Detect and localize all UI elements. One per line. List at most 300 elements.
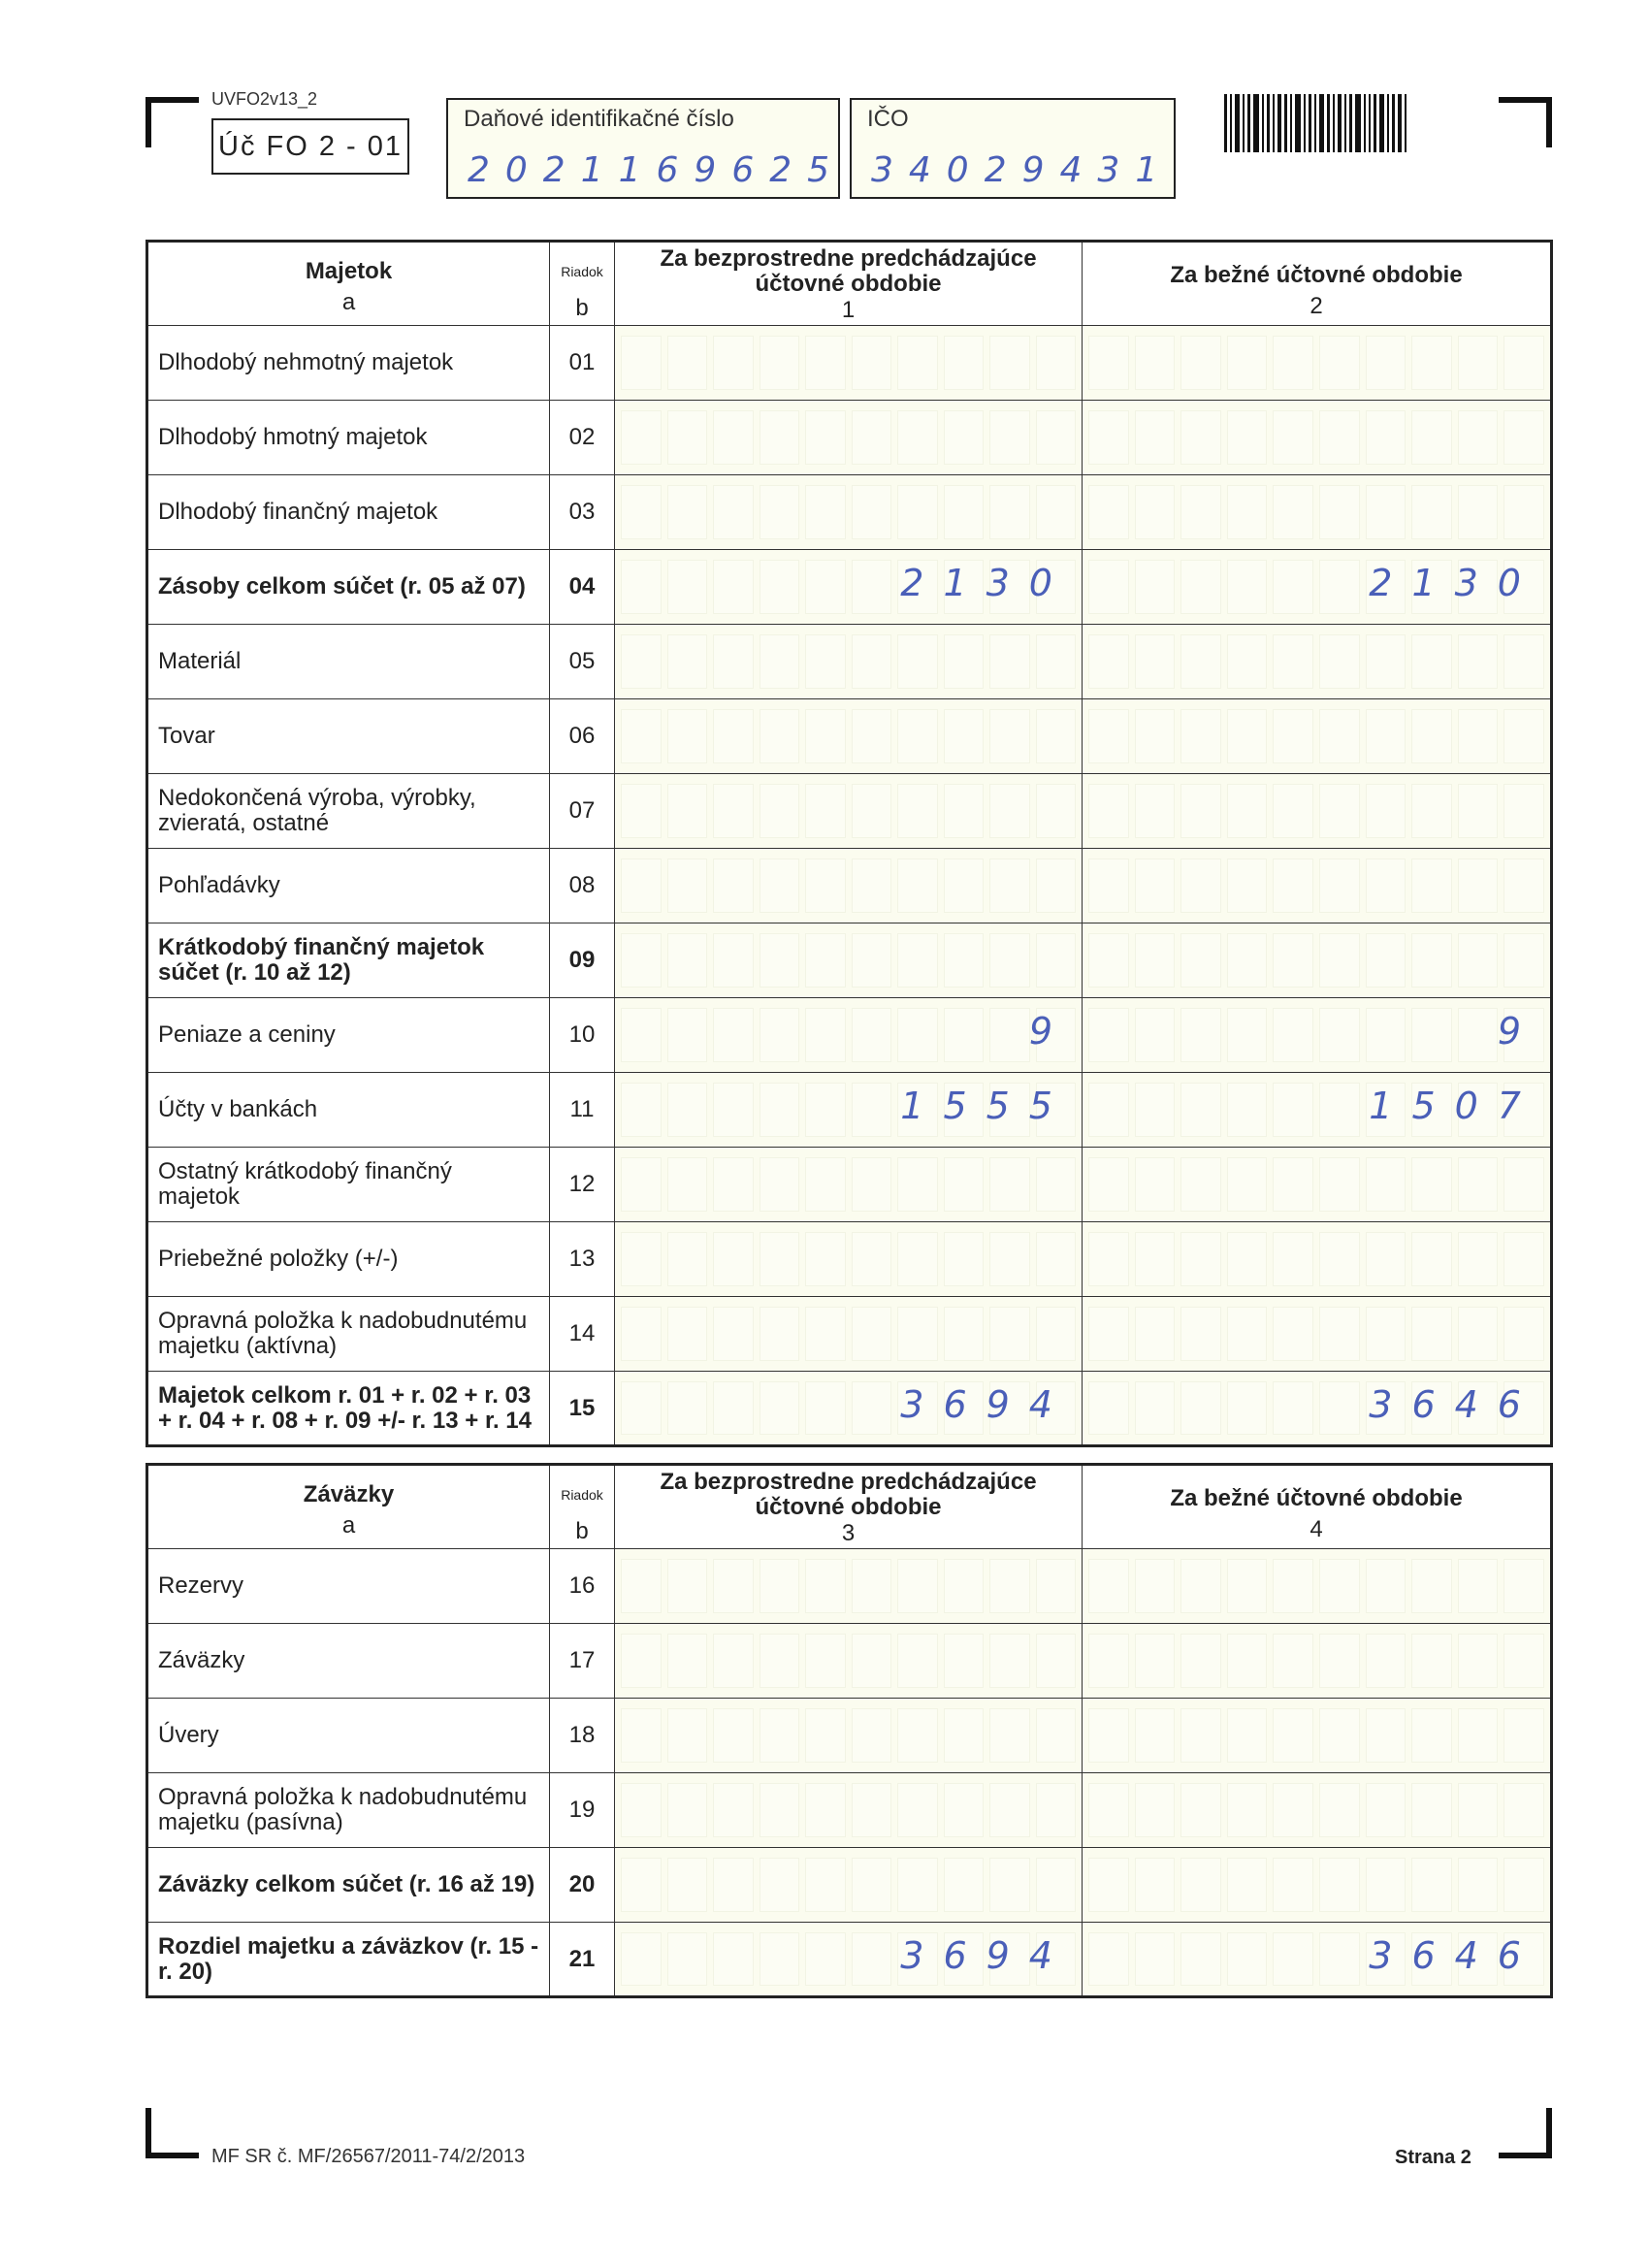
digit-cell xyxy=(1227,1381,1268,1435)
digit-grid xyxy=(621,1858,1076,1912)
digit-grid xyxy=(621,336,1076,390)
liabilities-col-a-sub: a xyxy=(341,1512,356,1539)
digit-cell xyxy=(805,1783,846,1837)
digit-cell xyxy=(1319,410,1360,465)
digit-grid xyxy=(1088,1232,1544,1286)
row-number: 08 xyxy=(550,849,615,923)
assets-col-2-header xyxy=(1083,242,1552,326)
digit-cell xyxy=(1180,1307,1221,1361)
digit-cell xyxy=(805,1232,846,1286)
form-id: Úč FO 2 - 01 xyxy=(211,118,409,175)
digit-cell xyxy=(621,1932,662,1986)
digit-cell xyxy=(989,336,1030,390)
digit-grid xyxy=(621,784,1076,838)
digit-cell xyxy=(852,1932,892,1986)
digit-grid xyxy=(621,933,1076,988)
handwritten-value: 3646 xyxy=(1369,1934,1540,1977)
barcode-bar xyxy=(1344,94,1346,152)
value-field-col-1[interactable] xyxy=(615,1148,1083,1222)
liabilities-col-4-title: Za bežné účtovné obdobie xyxy=(1170,1485,1463,1511)
corner-mark-bottom-left xyxy=(146,2108,199,2158)
value-field-col-1[interactable] xyxy=(615,923,1083,998)
row-label: Peniaze a ceniny xyxy=(147,998,550,1073)
digit-cell xyxy=(621,1008,662,1062)
digit-cell xyxy=(1273,1232,1313,1286)
digit-cell xyxy=(1227,560,1268,614)
barcode-bar xyxy=(1309,94,1311,152)
value-field-col-2[interactable] xyxy=(1083,849,1552,923)
assets-col-b-title: Riadok xyxy=(561,264,603,279)
digit-cell xyxy=(1227,1232,1268,1286)
digit-cell xyxy=(667,560,708,614)
barcode-bar xyxy=(1295,94,1301,152)
digit-cell xyxy=(897,1307,938,1361)
handwritten-value: 3694 xyxy=(900,1934,1072,1977)
digit-cell xyxy=(1411,336,1452,390)
digit-cell xyxy=(805,933,846,988)
value-field-col-1[interactable] xyxy=(615,699,1083,774)
value-field-col-2[interactable] xyxy=(1083,625,1552,699)
row-number: 18 xyxy=(550,1699,615,1773)
row-number: 02 xyxy=(550,401,615,475)
value-field-col-1[interactable] xyxy=(615,401,1083,475)
handwritten-value: 9 xyxy=(1028,1010,1072,1053)
digit-cell xyxy=(621,1708,662,1763)
digit-cell xyxy=(667,485,708,539)
digit-cell xyxy=(713,485,754,539)
digit-cell xyxy=(1088,485,1129,539)
digit-grid xyxy=(621,859,1076,913)
digit-cell xyxy=(713,1708,754,1763)
digit-cell xyxy=(760,485,800,539)
value-field-col-1[interactable] xyxy=(615,1624,1083,1699)
row-number: 16 xyxy=(550,1549,615,1624)
digit-cell xyxy=(1088,560,1129,614)
barcode-bar xyxy=(1392,94,1395,152)
digit-cell xyxy=(1180,485,1221,539)
digit-cell xyxy=(897,1708,938,1763)
value-field-col-2[interactable] xyxy=(1083,1073,1552,1148)
value-field-col-1[interactable] xyxy=(615,625,1083,699)
digit-grid xyxy=(1088,709,1544,763)
digit-cell xyxy=(713,336,754,390)
digit-cell xyxy=(1458,784,1499,838)
table-row xyxy=(147,1923,1552,1997)
digit-cell xyxy=(805,1083,846,1137)
digit-cell xyxy=(852,1083,892,1137)
digit-cell xyxy=(1458,1858,1499,1912)
digit-cell xyxy=(667,1783,708,1837)
digit-cell xyxy=(1227,1083,1268,1137)
value-field-col-2[interactable] xyxy=(1083,550,1552,625)
digit-cell xyxy=(1088,709,1129,763)
value-field-col-2[interactable] xyxy=(1083,1848,1552,1923)
digit-cell xyxy=(1366,1708,1406,1763)
row-label: Ostatný krátkodobý finančný majetok xyxy=(147,1148,550,1222)
value-field-col-2[interactable] xyxy=(1083,1222,1552,1297)
digit-cell xyxy=(667,859,708,913)
row-label: Opravná položka k nadobudnutému majetku (pasívna) xyxy=(147,1773,550,1848)
digit-cell xyxy=(760,1858,800,1912)
digit-cell xyxy=(667,410,708,465)
digit-cell xyxy=(1458,410,1499,465)
digit-cell xyxy=(1366,1008,1406,1062)
digit-cell xyxy=(1458,485,1499,539)
value-field-col-1[interactable] xyxy=(615,1372,1083,1446)
digit-cell xyxy=(1458,1559,1499,1613)
row-label: Dlhodobý hmotný majetok xyxy=(147,401,550,475)
digit-cell xyxy=(1273,709,1313,763)
digit-cell xyxy=(1273,410,1313,465)
digit-cell xyxy=(1411,1157,1452,1212)
digit-cell xyxy=(760,410,800,465)
ico-field[interactable] xyxy=(850,98,1176,199)
digit-cell xyxy=(713,410,754,465)
digit-cell xyxy=(1411,410,1452,465)
table-row xyxy=(147,1699,1552,1773)
digit-cell xyxy=(1504,1858,1544,1912)
assets-col-2-sub: 2 xyxy=(1310,293,1323,319)
value-field-col-2[interactable] xyxy=(1083,1699,1552,1773)
value-field-col-2[interactable] xyxy=(1083,1624,1552,1699)
digit-cell xyxy=(1273,859,1313,913)
value-field-col-1[interactable] xyxy=(615,475,1083,550)
digit-cell xyxy=(1036,1559,1077,1613)
row-label: Účty v bankách xyxy=(147,1073,550,1148)
value-field-col-1[interactable] xyxy=(615,1699,1083,1773)
table-row xyxy=(147,625,1552,699)
digit-cell xyxy=(1411,485,1452,539)
digit-cell xyxy=(897,1783,938,1837)
digit-cell xyxy=(1319,1232,1360,1286)
digit-cell xyxy=(852,1381,892,1435)
digit-cell xyxy=(760,1008,800,1062)
digit-cell xyxy=(1366,1783,1406,1837)
digit-grid xyxy=(1088,485,1544,539)
digit-cell xyxy=(1411,634,1452,689)
handwritten-value: 1555 xyxy=(900,1085,1072,1127)
value-field-col-1[interactable] xyxy=(615,326,1083,401)
digit-cell xyxy=(1273,560,1313,614)
liabilities-col-a-title: Záväzky xyxy=(303,1481,395,1507)
value-field-col-2[interactable] xyxy=(1083,1297,1552,1372)
digit-cell xyxy=(667,1634,708,1688)
value-field-col-1[interactable] xyxy=(615,849,1083,923)
digit-cell xyxy=(852,859,892,913)
digit-cell xyxy=(1273,933,1313,988)
digit-cell xyxy=(760,709,800,763)
digit-cell xyxy=(1135,1783,1176,1837)
liabilities-table xyxy=(146,1463,1553,1998)
digit-cell xyxy=(1088,1381,1129,1435)
digit-grid xyxy=(1088,410,1544,465)
digit-cell xyxy=(621,1307,662,1361)
digit-cell xyxy=(667,1381,708,1435)
value-field-col-1[interactable] xyxy=(615,1773,1083,1848)
table-row xyxy=(147,1848,1552,1923)
barcode-bar xyxy=(1338,94,1342,152)
digit-cell xyxy=(1227,784,1268,838)
value-field-col-1[interactable] xyxy=(615,998,1083,1073)
barcode xyxy=(1224,94,1457,152)
table-row xyxy=(147,699,1552,774)
row-number: 09 xyxy=(550,923,615,998)
digit-grid xyxy=(1088,859,1544,913)
digit-cell xyxy=(1088,1559,1129,1613)
digit-cell xyxy=(944,784,985,838)
form-code: UVFO2v13_2 xyxy=(211,89,318,109)
digit-cell xyxy=(760,336,800,390)
digit-cell xyxy=(897,784,938,838)
digit-cell xyxy=(713,784,754,838)
liabilities-col-3-sub: 3 xyxy=(841,1520,856,1546)
digit-cell xyxy=(1088,1157,1129,1212)
digit-cell xyxy=(989,1783,1030,1837)
row-number: 04 xyxy=(550,550,615,625)
digit-cell xyxy=(944,1559,985,1613)
digit-grid xyxy=(621,1783,1076,1837)
digit-grid xyxy=(1088,1559,1544,1613)
digit-cell xyxy=(944,1708,985,1763)
digit-cell xyxy=(1273,1783,1313,1837)
digit-cell xyxy=(667,784,708,838)
digit-cell xyxy=(760,1783,800,1837)
corner-mark-bottom-right xyxy=(1499,2108,1552,2158)
digit-cell xyxy=(1227,1008,1268,1062)
digit-cell xyxy=(1319,933,1360,988)
digit-cell xyxy=(1135,336,1176,390)
handwritten-value: 3694 xyxy=(900,1383,1072,1426)
digit-cell xyxy=(944,709,985,763)
digit-cell xyxy=(805,709,846,763)
digit-grid xyxy=(621,1232,1076,1286)
digit-cell xyxy=(805,1634,846,1688)
barcode-bar xyxy=(1235,94,1240,152)
digit-cell xyxy=(1273,1932,1313,1986)
value-field-col-1[interactable] xyxy=(615,1848,1083,1923)
barcode-bar xyxy=(1277,94,1281,152)
digit-cell xyxy=(760,1083,800,1137)
digit-cell xyxy=(1366,784,1406,838)
row-label: Dlhodobý finančný majetok xyxy=(147,475,550,550)
digit-cell xyxy=(1135,1932,1176,1986)
digit-cell xyxy=(944,1783,985,1837)
digit-cell xyxy=(852,1307,892,1361)
digit-cell xyxy=(897,1008,938,1062)
value-field-col-2[interactable] xyxy=(1083,1148,1552,1222)
digit-cell xyxy=(1366,1858,1406,1912)
digit-cell xyxy=(1504,1708,1544,1763)
digit-cell xyxy=(1458,634,1499,689)
value-field-col-2[interactable] xyxy=(1083,1372,1552,1446)
digit-cell xyxy=(852,1858,892,1912)
digit-cell xyxy=(1135,1232,1176,1286)
row-label: Rezervy xyxy=(147,1549,550,1624)
digit-cell xyxy=(1319,1858,1360,1912)
digit-cell xyxy=(1273,336,1313,390)
value-field-col-2[interactable] xyxy=(1083,1923,1552,1997)
barcode-bar xyxy=(1243,94,1245,152)
digit-cell xyxy=(1319,336,1360,390)
digit-cell xyxy=(1227,336,1268,390)
value-field-col-2[interactable] xyxy=(1083,475,1552,550)
digit-cell xyxy=(805,485,846,539)
row-label: Opravná položka k nadobudnutému majetku (aktívna) xyxy=(147,1297,550,1372)
digit-cell xyxy=(1366,709,1406,763)
digit-grid xyxy=(621,410,1076,465)
digit-cell xyxy=(1458,1008,1499,1062)
digit-cell xyxy=(1135,1858,1176,1912)
value-field-col-1[interactable] xyxy=(615,1923,1083,1997)
digit-cell xyxy=(1366,634,1406,689)
value-field-col-2[interactable] xyxy=(1083,401,1552,475)
digit-cell xyxy=(852,634,892,689)
digit-cell xyxy=(1319,1307,1360,1361)
digit-cell xyxy=(621,410,662,465)
ico-label: IČO xyxy=(867,106,909,132)
row-number: 17 xyxy=(550,1624,615,1699)
digit-cell xyxy=(1273,1157,1313,1212)
digit-cell xyxy=(944,1634,985,1688)
digit-cell xyxy=(1135,560,1176,614)
value-field-col-1[interactable] xyxy=(615,1549,1083,1624)
table-row xyxy=(147,1372,1552,1446)
digit-cell xyxy=(805,410,846,465)
barcode-bar xyxy=(1314,94,1316,152)
page-number: Strana 2 xyxy=(1395,2147,1471,2168)
assets-col-a-header xyxy=(147,242,550,326)
row-label: Záväzky celkom súčet (r. 16 až 19) xyxy=(147,1848,550,1923)
digit-cell xyxy=(1180,1559,1221,1613)
barcode-bar xyxy=(1349,94,1352,152)
value-field-col-2[interactable] xyxy=(1083,1773,1552,1848)
value-field-col-2[interactable] xyxy=(1083,998,1552,1073)
digit-cell xyxy=(1227,709,1268,763)
table-row xyxy=(147,550,1552,625)
digit-cell xyxy=(944,336,985,390)
digit-cell xyxy=(897,1232,938,1286)
digit-cell xyxy=(1411,709,1452,763)
digit-cell xyxy=(944,1008,985,1062)
table-row xyxy=(147,923,1552,998)
digit-cell xyxy=(1135,1634,1176,1688)
digit-cell xyxy=(989,1708,1030,1763)
digit-cell xyxy=(897,859,938,913)
digit-cell xyxy=(1180,1083,1221,1137)
row-number: 10 xyxy=(550,998,615,1073)
digit-cell xyxy=(1319,634,1360,689)
value-field-col-1[interactable] xyxy=(615,774,1083,849)
handwritten-value: 9 xyxy=(1497,1010,1540,1053)
value-field-col-1[interactable] xyxy=(615,1222,1083,1297)
digit-cell xyxy=(1135,634,1176,689)
value-field-col-2[interactable] xyxy=(1083,699,1552,774)
digit-cell xyxy=(621,1634,662,1688)
digit-cell xyxy=(1319,1708,1360,1763)
digit-cell xyxy=(713,1783,754,1837)
assets-table xyxy=(146,240,1553,1447)
digit-cell xyxy=(989,1232,1030,1286)
digit-cell xyxy=(1319,709,1360,763)
assets-col-b-sub: b xyxy=(575,295,589,321)
digit-cell xyxy=(1411,1634,1452,1688)
table-row xyxy=(147,475,1552,550)
digit-cell xyxy=(944,634,985,689)
row-number: 05 xyxy=(550,625,615,699)
value-field-col-1[interactable] xyxy=(615,1297,1083,1372)
digit-cell xyxy=(852,1157,892,1212)
value-field-col-2[interactable] xyxy=(1083,774,1552,849)
row-number: 15 xyxy=(550,1372,615,1446)
digit-cell xyxy=(1180,1858,1221,1912)
digit-cell xyxy=(1411,1232,1452,1286)
barcode-bar xyxy=(1319,94,1324,152)
digit-cell xyxy=(621,1381,662,1435)
row-number: 19 xyxy=(550,1773,615,1848)
digit-cell xyxy=(1180,1381,1221,1435)
assets-col-1-header xyxy=(615,242,1083,326)
digit-cell xyxy=(1088,1307,1129,1361)
value-field-col-1[interactable] xyxy=(615,1073,1083,1148)
digit-cell xyxy=(1366,1232,1406,1286)
digit-cell xyxy=(667,933,708,988)
digit-cell xyxy=(1319,1559,1360,1613)
digit-cell xyxy=(897,1559,938,1613)
digit-grid xyxy=(1088,634,1544,689)
barcode-bar xyxy=(1267,94,1270,152)
row-number: 20 xyxy=(550,1848,615,1923)
digit-cell xyxy=(1227,485,1268,539)
digit-cell xyxy=(1135,1708,1176,1763)
digit-cell xyxy=(805,1307,846,1361)
digit-cell xyxy=(944,1858,985,1912)
digit-cell xyxy=(760,784,800,838)
digit-cell xyxy=(1088,634,1129,689)
digit-cell xyxy=(805,1008,846,1062)
digit-cell xyxy=(760,933,800,988)
digit-cell xyxy=(1135,784,1176,838)
digit-cell xyxy=(1366,1307,1406,1361)
digit-cell xyxy=(1458,1307,1499,1361)
digit-cell xyxy=(1273,1858,1313,1912)
ico-value: 34029431 xyxy=(871,150,1174,190)
digit-cell xyxy=(1504,859,1544,913)
digit-cell xyxy=(1088,1932,1129,1986)
digit-cell xyxy=(1036,1232,1077,1286)
dic-field[interactable] xyxy=(446,98,846,199)
value-field-col-2[interactable] xyxy=(1083,923,1552,998)
digit-cell xyxy=(1227,1634,1268,1688)
digit-cell xyxy=(944,933,985,988)
digit-cell xyxy=(989,1008,1030,1062)
table-row xyxy=(147,1624,1552,1699)
digit-cell xyxy=(1180,1634,1221,1688)
digit-cell xyxy=(1180,1008,1221,1062)
value-field-col-2[interactable] xyxy=(1083,326,1552,401)
digit-cell xyxy=(1411,1858,1452,1912)
liabilities-col-3-title: Za bezprostredne predchádzajúce účtovné obdobie xyxy=(660,1469,1037,1520)
digit-cell xyxy=(667,336,708,390)
digit-cell xyxy=(1180,933,1221,988)
digit-cell xyxy=(1504,634,1544,689)
value-field-col-1[interactable] xyxy=(615,550,1083,625)
digit-cell xyxy=(1180,859,1221,913)
digit-cell xyxy=(1180,1232,1221,1286)
digit-cell xyxy=(805,1381,846,1435)
value-field-col-2[interactable] xyxy=(1083,1549,1552,1624)
row-number: 11 xyxy=(550,1073,615,1148)
digit-cell xyxy=(1504,1232,1544,1286)
